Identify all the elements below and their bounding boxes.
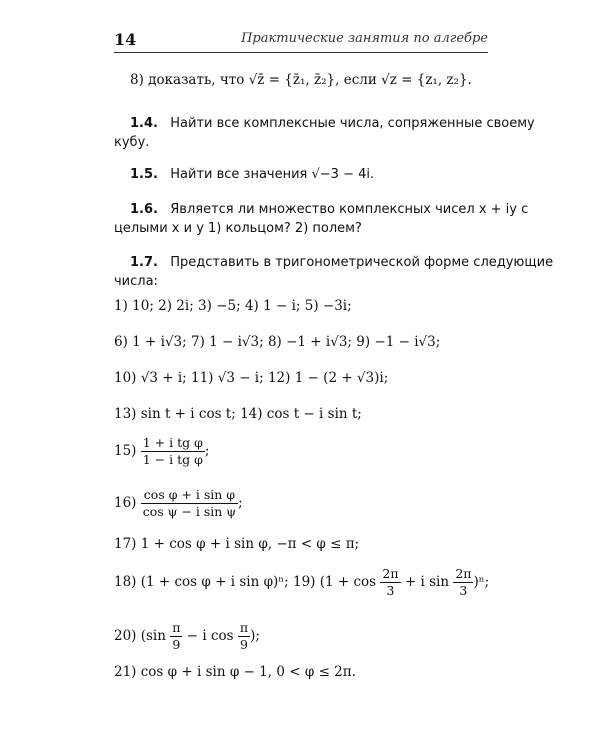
- problem-number: 1.6.: [130, 202, 158, 217]
- problem-1-4: [114, 113, 535, 134]
- item-8-line: 8) доказать, что √z̄ = {z̄₁, z̄₂}, если √z = {z₁, z₂}.: [130, 72, 472, 88]
- expr-part: + i sin: [404, 574, 450, 590]
- problem-text: Найти все значения √−3 − 4i.: [170, 167, 375, 182]
- page-number: 14: [114, 30, 137, 49]
- exercise-6-9: 6) 1 + i√3; 7) 1 − i√3; 8) −1 + i√3; 9) −1 − i√3;: [114, 334, 441, 350]
- numerator: cos φ + i sin φ: [141, 487, 238, 504]
- fraction: [141, 487, 238, 520]
- expr-part: − i cos: [186, 628, 234, 644]
- expr-part: 18) (1 + cos φ + i sin φ)ⁿ; 19) (1 + cos: [114, 574, 377, 590]
- exercise-label: 15): [114, 443, 137, 459]
- fraction: [453, 566, 473, 599]
- exercise-10-12: 10) √3 + i; 11) √3 − i; 12) 1 − (2 + √3)i;: [114, 370, 389, 386]
- exercise-15: [114, 435, 209, 468]
- numerator: 1 + i tg φ: [142, 435, 203, 450]
- problem-1-6: [114, 199, 528, 220]
- fraction: [141, 435, 205, 468]
- fraction: [380, 566, 400, 599]
- denominator: 3: [459, 583, 468, 598]
- problem-text: Представить в тригонометрической форме следующие: [170, 255, 554, 270]
- running-title: Практические занятия по алгебре: [241, 31, 488, 46]
- numerator: π: [239, 620, 249, 635]
- fraction: [170, 620, 182, 653]
- problem-1-6-cont: целыми x и y 1) кольцом? 2) полем?: [114, 221, 362, 236]
- expr-part: )ⁿ;: [473, 574, 490, 590]
- denominator: 3: [386, 583, 395, 598]
- exercise-13-14: 13) sin t + i cos t; 14) cos t − i sin t;: [114, 406, 362, 422]
- problem-text: Найти все комплексные числа, сопряженные своему: [170, 116, 535, 131]
- problem-1-7: [114, 252, 553, 273]
- exercise-21: 21) cos φ + i sin φ − 1, 0 < φ ≤ 2π.: [114, 664, 356, 680]
- fraction: [238, 620, 250, 653]
- exercise-label: 16): [114, 495, 137, 511]
- exercise-tail: ;: [204, 443, 210, 459]
- problem-text: Является ли множество комплексных чисел x + iy с: [170, 202, 529, 217]
- exercise-tail: ;: [238, 495, 243, 511]
- denominator: cos ψ − i sin ψ: [142, 504, 237, 519]
- problem-number: 1.5.: [130, 167, 158, 182]
- exercise-18-19: [114, 566, 489, 599]
- header-rule: [114, 52, 488, 53]
- expr-part: );: [250, 628, 260, 644]
- exercise-16: [114, 487, 243, 520]
- problem-number: 1.4.: [130, 116, 158, 131]
- exercise-20: [114, 620, 260, 653]
- problem-1-4-cont: кубу.: [114, 135, 150, 150]
- exercise-17: 17) 1 + cos φ + i sin φ, −π < φ ≤ π;: [114, 536, 360, 552]
- expr-part: 20) (sin: [114, 628, 166, 644]
- numerator: 2π: [382, 566, 399, 581]
- numerator: π: [172, 620, 181, 635]
- denominator: 9: [240, 637, 248, 652]
- denominator: 9: [172, 637, 181, 652]
- problem-1-5: [114, 164, 374, 185]
- numerator: 2π: [455, 566, 472, 581]
- page-header: [114, 28, 488, 54]
- problem-number: 1.7.: [130, 255, 158, 270]
- exercise-1-5: 1) 10; 2) 2i; 3) −5; 4) 1 − i; 5) −3i;: [114, 298, 352, 314]
- denominator: 1 − i tg φ: [142, 452, 203, 467]
- problem-1-7-cont: числа:: [114, 274, 158, 289]
